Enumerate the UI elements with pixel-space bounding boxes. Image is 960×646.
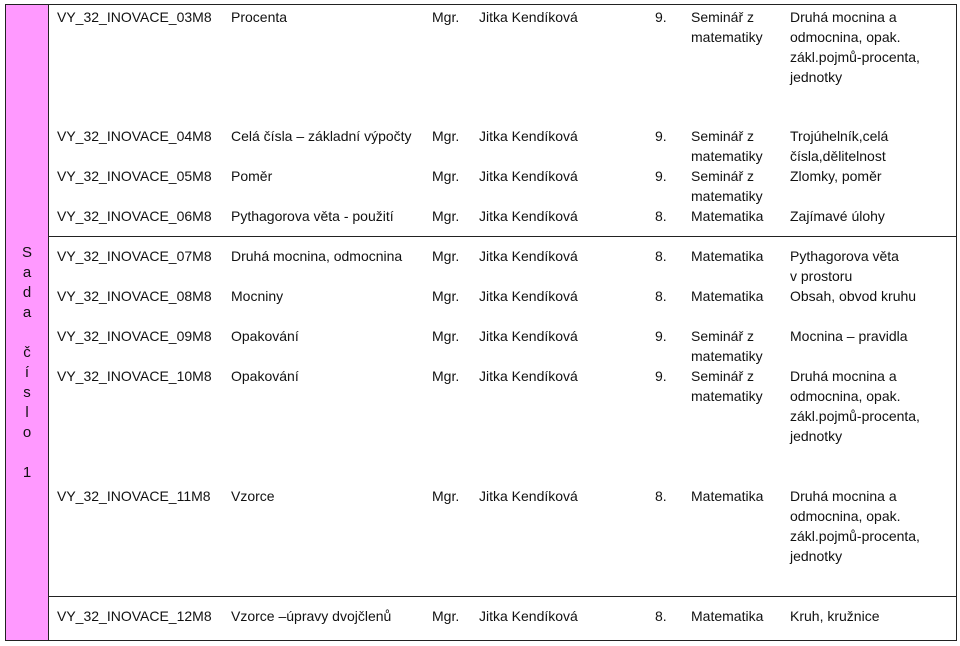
lesson-table (5, 4, 957, 641)
subject-cell: Matematika (691, 208, 764, 224)
keywords-cell: zákl.pojmů-procenta, (790, 528, 920, 544)
code-cell: VY_32_INOVACE_05M8 (57, 168, 212, 184)
author-title-cell: Mgr. (432, 128, 460, 144)
code-cell: VY_32_INOVACE_08M8 (57, 288, 212, 304)
keywords-cell: odmocnina, opak. (790, 29, 901, 45)
side-label-letter: č (23, 344, 31, 361)
keywords-cell: odmocnina, opak. (790, 508, 901, 524)
code-cell: VY_32_INOVACE_10M8 (57, 368, 212, 384)
keywords-cell: Trojúhelník,celá (790, 128, 889, 144)
grade-cell: 9. (655, 9, 667, 25)
author-title-cell: Mgr. (432, 288, 460, 304)
author-title-cell: Mgr. (432, 208, 460, 224)
side-label-column (6, 5, 49, 640)
subject-cell: Seminář z (691, 368, 755, 384)
code-cell: VY_32_INOVACE_11M8 (57, 488, 211, 504)
author-name-cell: Jitka Kendíková (479, 168, 578, 184)
subject-cell: Matematika (691, 608, 764, 624)
subject-cell: Seminář z (691, 9, 755, 25)
author-title-cell: Mgr. (432, 328, 460, 344)
topic-cell: Opakování (231, 368, 299, 384)
keywords-cell: zákl.pojmů-procenta, (790, 49, 920, 65)
subject-cell: matematiky (691, 148, 763, 164)
section-divider (49, 596, 956, 597)
subject-cell: matematiky (691, 388, 763, 404)
subject-cell: Seminář z (691, 168, 755, 184)
subject-cell: matematiky (691, 29, 763, 45)
grade-cell: 9. (655, 328, 667, 344)
topic-cell: Vzorce –úpravy dvojčlenů (231, 608, 392, 624)
grade-cell: 8. (655, 288, 667, 304)
grade-cell: 8. (655, 248, 667, 264)
code-cell: VY_32_INOVACE_03M8 (57, 9, 212, 25)
side-label-letter: l (25, 404, 29, 421)
keywords-cell: Kruh, kružnice (790, 608, 880, 624)
keywords-cell: jednotky (790, 69, 843, 85)
keywords-cell: jednotky (790, 428, 843, 444)
keywords-cell: Obsah, obvod kruhu (790, 288, 917, 304)
topic-cell: Mocniny (231, 288, 284, 304)
keywords-cell: zákl.pojmů-procenta, (790, 408, 920, 424)
subject-cell: Matematika (691, 488, 764, 504)
grade-cell: 9. (655, 128, 667, 144)
subject-cell: Seminář z (691, 328, 755, 344)
side-label (6, 243, 48, 483)
grade-cell: 8. (655, 608, 667, 624)
keywords-cell: Druhá mocnina a (790, 368, 897, 384)
grade-cell: 8. (655, 208, 667, 224)
topic-cell: Druhá mocnina, odmocnina (231, 248, 403, 264)
author-name-cell: Jitka Kendíková (479, 288, 578, 304)
author-name-cell: Jitka Kendíková (479, 488, 578, 504)
keywords-cell: Druhá mocnina a (790, 9, 897, 25)
code-cell: VY_32_INOVACE_06M8 (57, 208, 212, 224)
author-title-cell: Mgr. (432, 9, 460, 25)
author-title-cell: Mgr. (432, 248, 460, 264)
author-name-cell: Jitka Kendíková (479, 208, 578, 224)
side-label-letter: d (22, 284, 32, 301)
topic-cell: Pythagorova věta - použití (231, 208, 394, 224)
side-label-letter: s (23, 384, 31, 401)
subject-cell: Matematika (691, 248, 764, 264)
subject-cell: Seminář z (691, 128, 755, 144)
author-name-cell: Jitka Kendíková (479, 368, 578, 384)
keywords-cell: Zlomky, poměr (790, 168, 882, 184)
side-label-letter (6, 323, 48, 343)
code-cell: VY_32_INOVACE_12M8 (57, 608, 212, 624)
topic-cell: Poměr (231, 168, 273, 184)
author-name-cell: Jitka Kendíková (479, 128, 578, 144)
side-label-letter: S (21, 244, 32, 261)
author-name-cell: Jitka Kendíková (479, 328, 578, 344)
author-name-cell: Jitka Kendíková (479, 9, 578, 25)
topic-cell: Vzorce (231, 488, 275, 504)
author-name-cell: Jitka Kendíková (479, 608, 578, 624)
subject-cell: Matematika (691, 288, 764, 304)
side-label-letter: o (22, 424, 32, 441)
code-cell: VY_32_INOVACE_04M8 (57, 128, 212, 144)
grade-cell: 9. (655, 168, 667, 184)
side-label-letter: a (22, 264, 32, 281)
grade-cell: 9. (655, 368, 667, 384)
code-cell: VY_32_INOVACE_09M8 (57, 328, 212, 344)
subject-cell: matematiky (691, 348, 763, 364)
author-title-cell: Mgr. (432, 368, 460, 384)
subject-cell: matematiky (691, 188, 763, 204)
keywords-cell: Pythagorova věta (790, 248, 899, 264)
side-label-letter (6, 443, 48, 463)
author-title-cell: Mgr. (432, 608, 460, 624)
side-label-letter: 1 (22, 464, 32, 481)
side-label-letter: í (24, 364, 30, 381)
topic-cell: Opakování (231, 328, 299, 344)
topic-cell: Procenta (231, 9, 288, 25)
keywords-cell: odmocnina, opak. (790, 388, 901, 404)
keywords-cell: Druhá mocnina a (790, 488, 897, 504)
author-title-cell: Mgr. (432, 488, 460, 504)
author-name-cell: Jitka Kendíková (479, 248, 578, 264)
keywords-cell: čísla,dělitelnost (790, 148, 886, 164)
topic-cell: Celá čísla – základní výpočty (231, 128, 412, 144)
author-title-cell: Mgr. (432, 168, 460, 184)
section-divider (49, 236, 956, 237)
keywords-cell: Zajímavé úlohy (790, 208, 885, 224)
keywords-cell: v prostoru (790, 268, 853, 284)
grade-cell: 8. (655, 488, 667, 504)
side-label-letter: a (22, 304, 32, 321)
keywords-cell: Mocnina – pravidla (790, 328, 908, 344)
keywords-cell: jednotky (790, 548, 843, 564)
code-cell: VY_32_INOVACE_07M8 (57, 248, 212, 264)
